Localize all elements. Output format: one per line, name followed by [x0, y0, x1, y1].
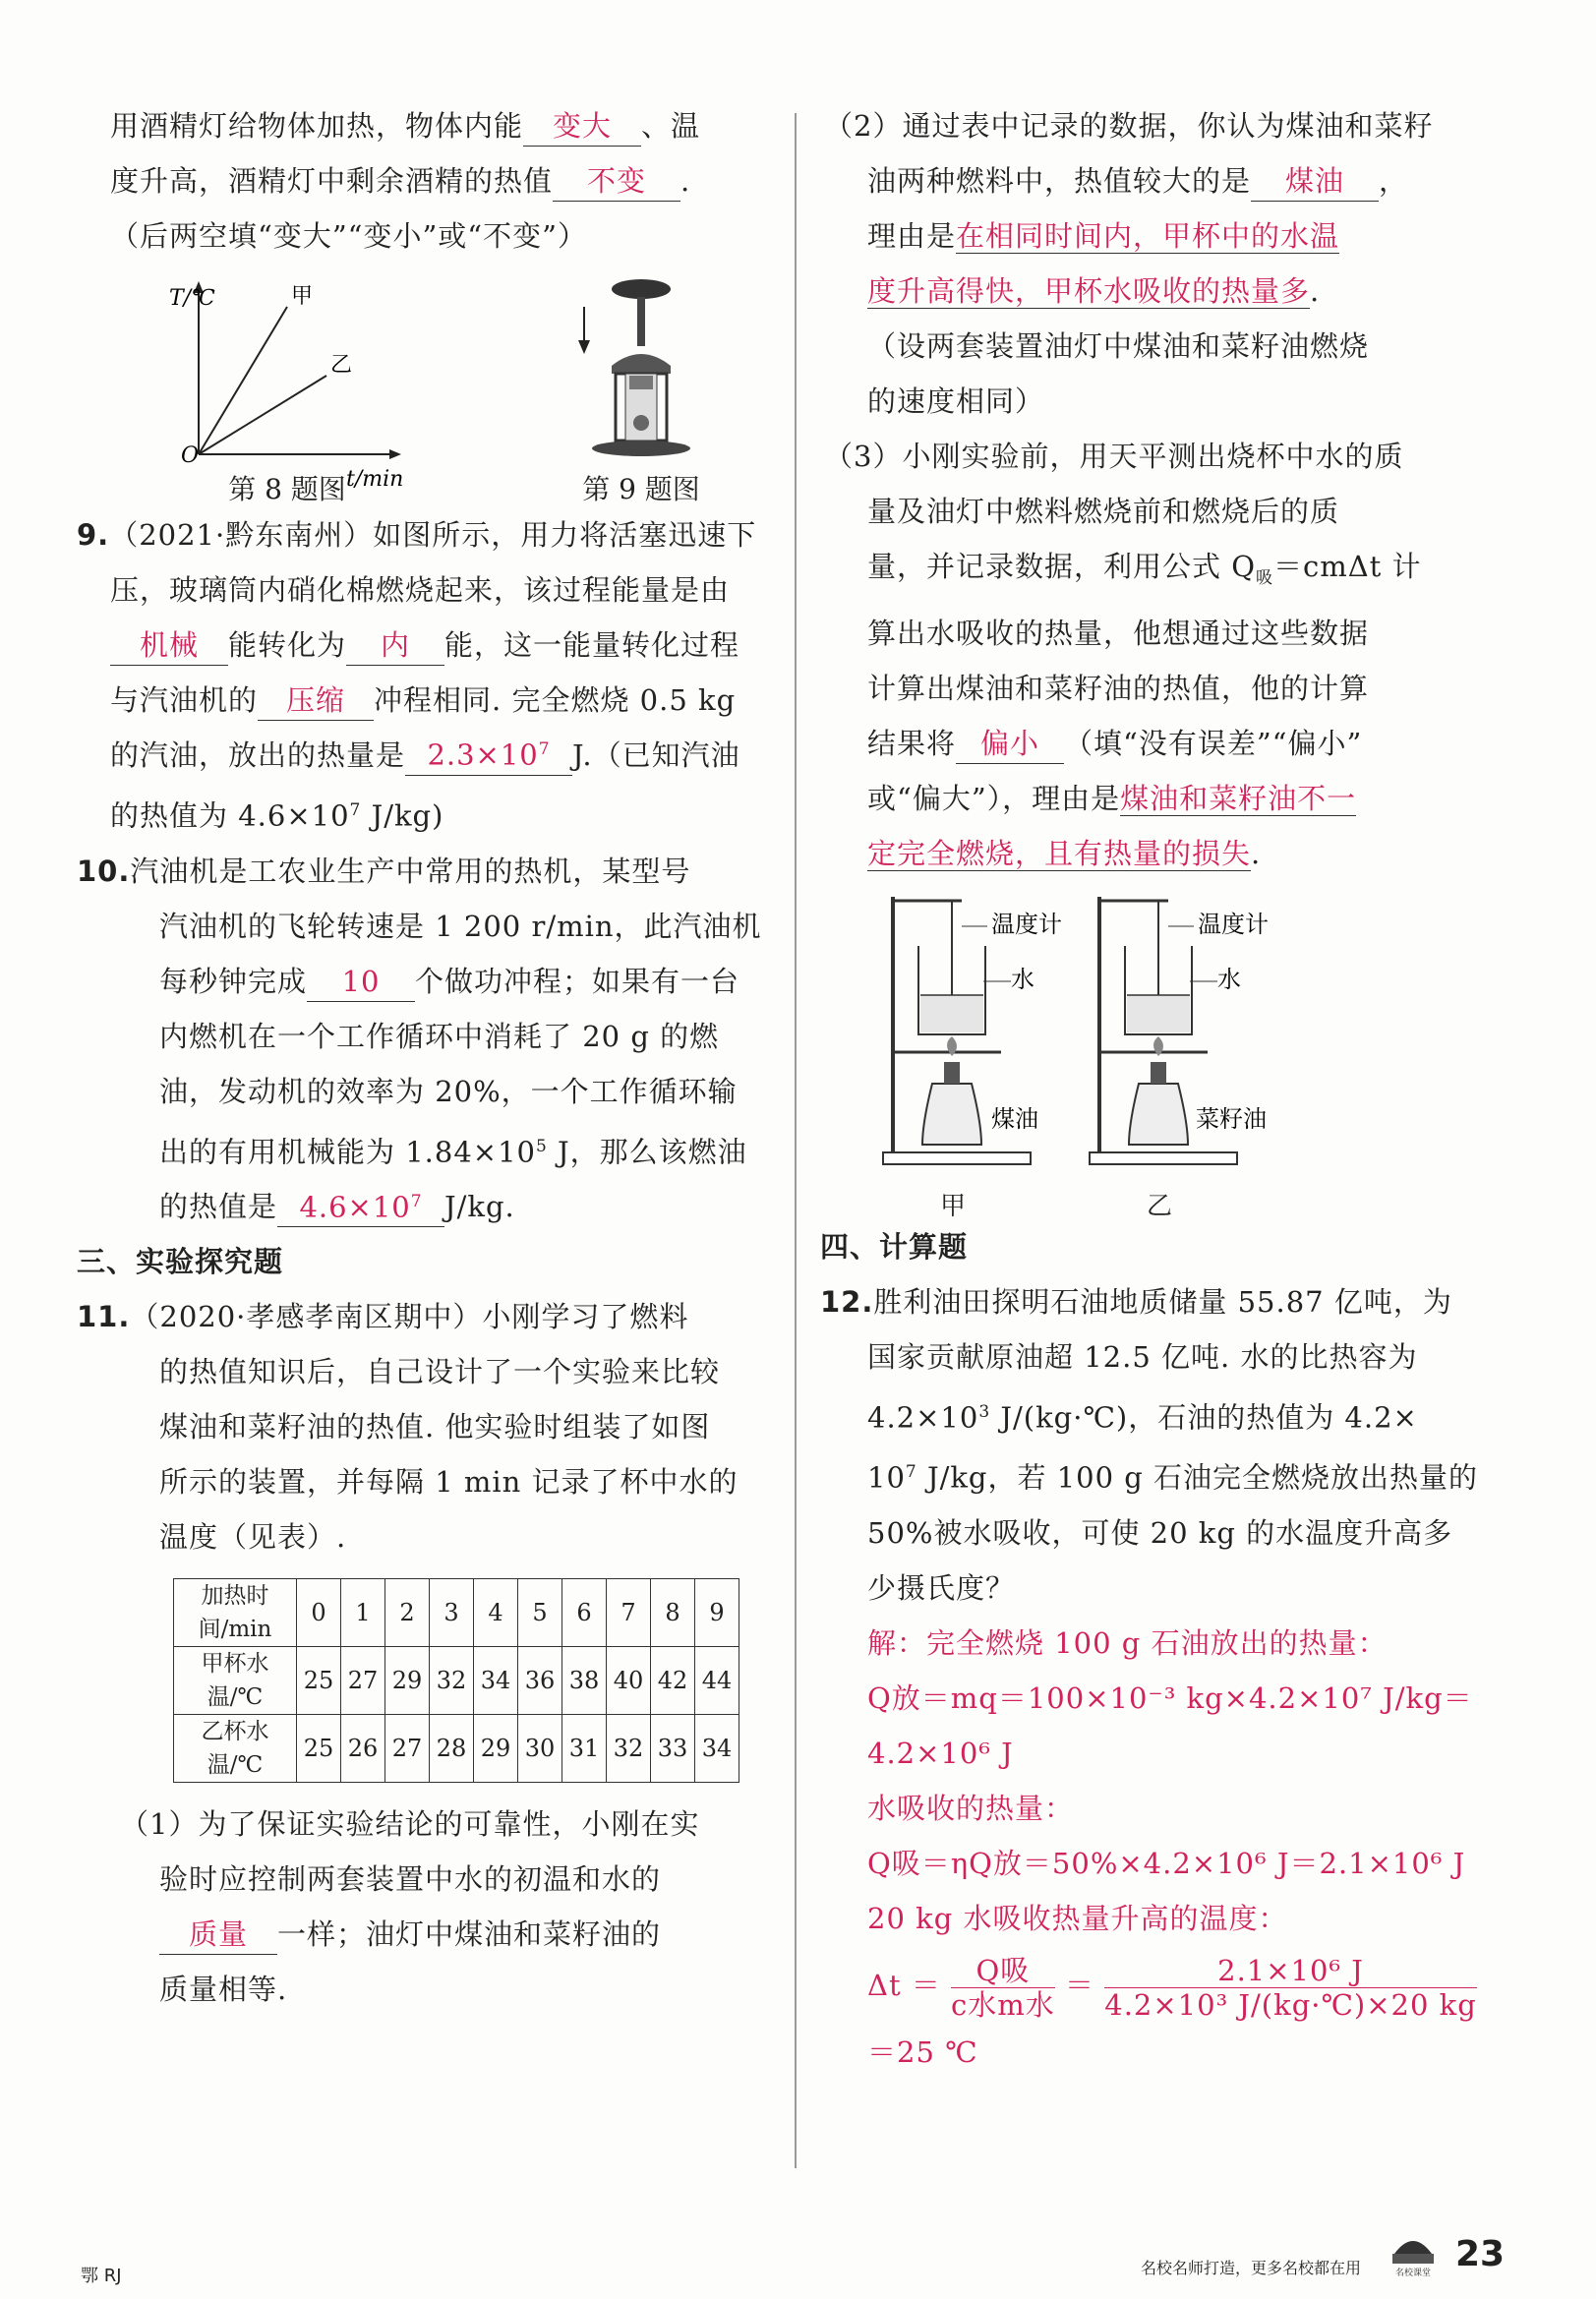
line-jia — [199, 307, 287, 454]
answer-blank[interactable]: 定完全燃烧，且有热量的损失 — [867, 836, 1252, 870]
fuel-label: 菜籽油 — [1196, 1104, 1267, 1133]
thermometer-label: 温度计 — [1198, 910, 1269, 938]
water-label: 水 — [1217, 965, 1241, 993]
question-11: 11.（2020·孝感孝南区期中）小刚学习了燃料 的热值知识后，自己设计了一个实验来比较 煤油和菜籽油的热值. 他实验时组装了如图 所示的装置，并每隔 1 min 记录了杯中水的 温度（见表）. 加热时 间/min 0 1 2 3 4 5 6 7 8 9 甲杯水 温/℃ 25 27 29 32 34 36 38 40 42 44 乙杯水 温/℃ 25 26 27 28 29 30 31 32 33 34 （1）为了保证实验结论的可靠性，小刚在实 验时应控制两套装置中水的初温和水的 质量 一样；油灯中煤油和菜籽油的 质量相等. — [77, 1300, 739, 2007]
figure-caption: 第 9 题图 — [582, 473, 700, 505]
logo-icon — [1387, 2224, 1440, 2277]
temperature-table — [173, 1578, 739, 1783]
footer-edition: 鄂 RJ — [81, 2266, 122, 2286]
footer-slogan: 名校名师打造，更多名校都在用 — [1141, 2259, 1362, 2277]
intro-line: 度升高，酒精灯中剩余酒精的热值 不变 . — [110, 153, 765, 208]
figure-9 — [562, 277, 720, 507]
question-number: 11. — [77, 1300, 131, 1334]
answer-blank[interactable]: 煤油 — [1251, 161, 1379, 202]
line-label-jia: 甲 — [291, 284, 314, 309]
answer-blank[interactable]: 10 — [307, 962, 415, 1002]
figures-row — [169, 277, 720, 507]
left-column — [77, 98, 765, 2017]
answer-blank[interactable]: 内 — [346, 625, 444, 666]
fuel-label: 煤油 — [991, 1104, 1038, 1133]
apparatus-label-yi: 乙 — [1147, 1191, 1173, 1221]
origin-label: O — [181, 443, 200, 468]
fraction: $\frac{\text{Q吸}}{\text{c水m水}}$ — [951, 1953, 1055, 2022]
figure-caption: 第 8 题图 — [228, 473, 346, 505]
x-axis-label: t/min — [346, 467, 404, 492]
solution: 解：完全燃烧 100 g 石油放出的热量： Q放＝mq＝100×10⁻³ kg×4.2×10⁷ J/kg＝ 4.2×10⁶ J 水吸收的热量： Q吸＝ηQ放＝50%×4.2×10⁶ J＝2.1×10⁶ J 20 kg 水吸收热量升高的温度： Δt ＝ $\frac{\text{Q吸}}{\text{c水m水}}$ ＝ $\frac{\text{2.1×10⁶ J}}{\text{4.2×10³ J/(kg·℃)×20 kg}}$ ＝25 ℃ — [867, 1626, 1477, 2070]
table-row: 乙杯水 温/℃ 25 26 27 28 29 30 31 32 33 34 — [174, 1715, 739, 1783]
answer-blank[interactable]: 压缩 — [258, 680, 374, 721]
apparatus-diagram — [863, 887, 1453, 1182]
answer-blank[interactable]: 质量 — [159, 1915, 277, 1955]
line-label-yi: 乙 — [330, 353, 353, 378]
answer-blank[interactable]: 在相同时间内，甲杯中的水温 — [956, 219, 1340, 253]
right-column — [820, 98, 1503, 2080]
question-number: 10. — [77, 854, 131, 888]
page-number: 23 — [1455, 2234, 1506, 2274]
svg-text:名校课堂: 名校课堂 — [1394, 2269, 1432, 2278]
answer-blank[interactable]: 机械 — [110, 625, 228, 666]
column-divider — [795, 113, 797, 2168]
section-heading: 三、实验探究题 — [77, 1245, 284, 1279]
answer-blank[interactable]: $4.6\times 10^7$ — [277, 1182, 444, 1228]
answer-blank[interactable]: 度升高得快，甲杯水吸收的热量多 — [867, 274, 1311, 308]
figure-8 — [169, 277, 405, 507]
intro-line: 用酒精灯给物体加热，物体内能 变大 、温 — [110, 98, 765, 153]
apparatus-jia — [883, 897, 1062, 1164]
intro-line: （后两空填“变大”“变小”或“不变”） — [110, 219, 587, 253]
question-12: 12.胜利油田探明石油地质储量 55.87 亿吨，为 国家贡献原油超 12.5 亿吨. 水的比热容为 $4.2\times 10^3$ J/(kg·℃)，石油的热值为 4.2× $10^7$ J/kg，若 100 g 石油完全燃烧放出热量的 50%被水吸收，可使 20 kg 的水温度升高多 少摄氏度？ 解：完全燃烧 100 g 石油放出的热量： Q放＝mq＝100×10⁻³ kg×4.2×10⁷ J/kg＝ 4.2×10⁶ J 水吸收的热量： Q吸＝ηQ放＝50%×4.2×10⁶ J＝2.1×10⁶ J 20 kg 水吸收热量升高的温度： Δt ＝ $\frac{\text{Q吸}}{\text{c水m水}}$ ＝ $\frac{\text{2.1×10⁶ J}}{\text{4.2×10³ J/(kg·℃)×20 kg}}$ ＝25 ℃ — [824, 1274, 1503, 2080]
section-heading: 四、计算题 — [820, 1229, 969, 1264]
answer-blank[interactable]: 煤油和菜籽油不一 — [1120, 781, 1357, 815]
question-11-part-2: （2）通过表中记录的数据，你认为煤油和菜籽 油两种燃料中，热值较大的是 煤油 ， 理由是在相同时间内，甲杯中的水温 度升高得快，甲杯水吸收的热量多. （设两套装置油灯中煤油和菜籽油燃烧 的速度相同） — [824, 109, 1434, 418]
apparatus-label-jia: 甲 — [940, 1191, 967, 1221]
question-11-part-3: （3）小刚实验前，用天平测出烧杯中水的质 量及油灯中燃料燃烧前和燃烧后的质 量，并记录数据，利用公式 $Q_吸=cm\Delta t$ 计 算出水吸收的热量，他想通过这些数据 计算出煤油和菜籽油的热值，他的计算 结果将 偏小 （填“没有误差”“偏小” 或“偏大”），理由是煤油和菜籽油不一 定完全燃烧，且有热量的损失. — [824, 440, 1422, 870]
question-number: 9. — [77, 518, 110, 552]
question-number: 12. — [820, 1284, 874, 1319]
answer-blank[interactable]: $2.3\times 10^7$ — [405, 730, 572, 776]
answer-blank[interactable]: 不变 — [553, 161, 680, 202]
y-axis-label: T/℃ — [169, 286, 215, 311]
answer-blank[interactable]: 偏小 — [956, 724, 1064, 764]
line-yi — [199, 376, 326, 454]
question-9: 9.（2021·黔东南州）如图所示，用力将活塞迅速下 压，玻璃筒内硝化棉燃烧起来，该过程能量是由 机械 能转化为 内 能，这一能量转化过程 与汽油机的 压缩 冲程相同. 完全燃烧 0.5 kg 的汽油，放出的热量是 $2.3\times 10^7$ J.（已知汽油 的热值为 $4.6\times 10^7$ J/kg) — [77, 518, 757, 833]
table-row: 加热时 间/min 0 1 2 3 4 5 6 7 8 9 — [174, 1579, 739, 1647]
answer-blank[interactable]: 变大 — [523, 106, 641, 147]
thermometer-label: 温度计 — [991, 910, 1062, 938]
apparatus-yi — [1090, 897, 1269, 1164]
question-10: 10.汽油机是工农业生产中常用的热机，某型号 汽油机的飞轮转速是 1 200 r/min，此汽油机 每秒钟完成 10 个做功冲程；如果有一台 内燃机在一个工作循环中消耗了 20 g 的燃 油，发动机的效率为 20%，一个工作循环输 出的有用机械能为 $1.84\times 10^5$ J，那么该燃油 的热值是 $4.6\times 10^7$ J/kg. — [110, 844, 765, 1235]
table-row: 甲杯水 温/℃ 25 27 29 32 34 36 38 40 42 44 — [174, 1647, 739, 1715]
fraction: $\frac{\text{2.1×10⁶ J}}{\text{4.2×10³ J/(kg·℃)×20 kg}}$ — [1104, 1953, 1477, 2022]
piston-cylinder-diagram — [562, 277, 720, 464]
water-label: 水 — [1011, 965, 1034, 993]
